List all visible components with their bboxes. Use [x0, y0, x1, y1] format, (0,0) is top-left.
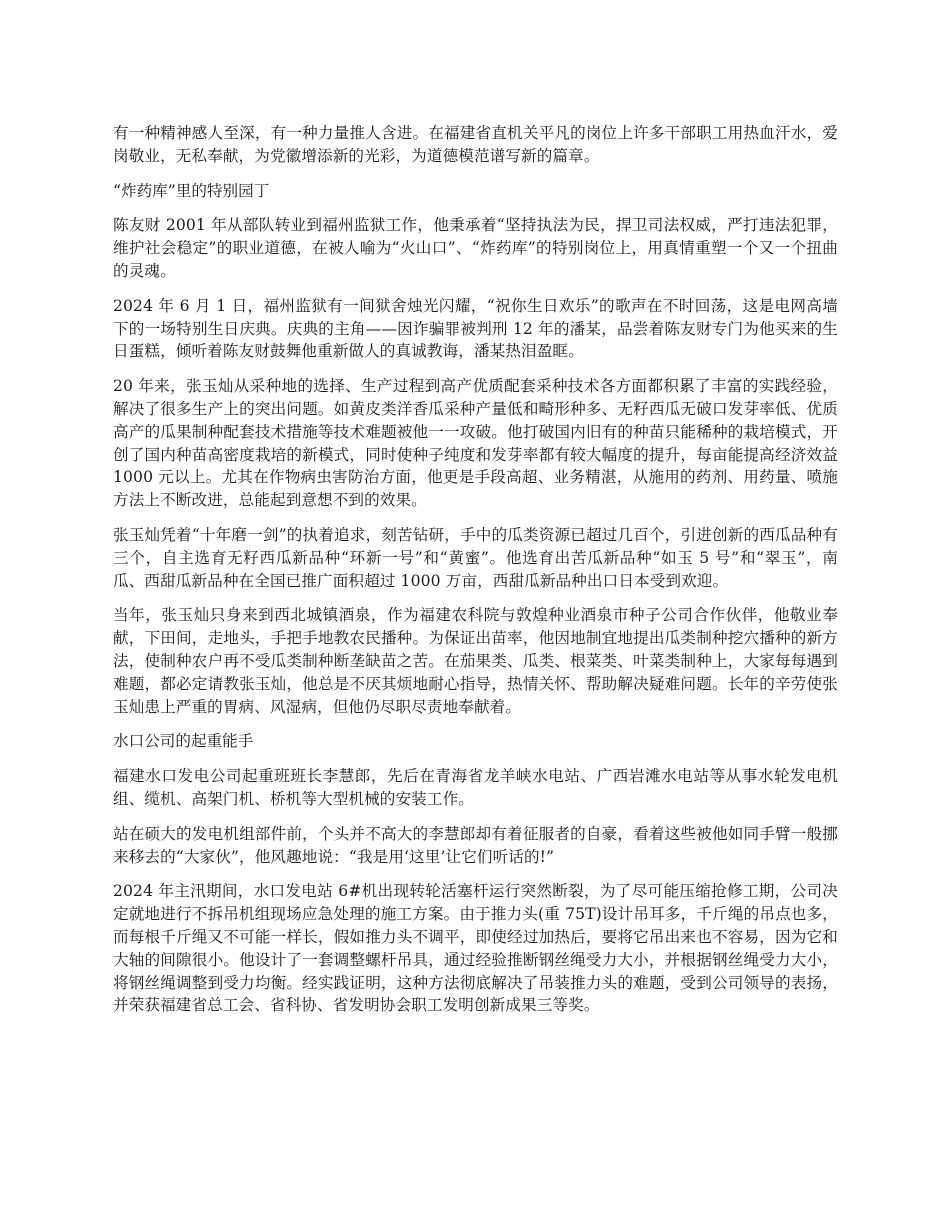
- paragraph-chen-youcai-career: 陈友财 2001 年从部队转业到福州监狱工作，他秉承着“坚持执法为民，捍卫司法权威，严打违法犯罪，维护社会稳定”的职业道德，在被人喻为“火山口”、“炸药库”的特别岗位上，用真情重塑一个又一个扭曲的灵魂。: [113, 216, 838, 280]
- paragraph-li-huilang-intro: 福建水口发电公司起重班班长李慧郎，先后在青海省龙羊峡水电站、广西岩滩水电站等从事水轮发电机组、缆机、高架门机、桥机等大型机械的安装工作。: [113, 767, 838, 808]
- intro-paragraph: 有一种精神感人至深，有一种力量推人含进。在福建省直机关平凡的岗位上许多干部职工用热血汗水，爱岗敬业，无私奉献，为党徽增添新的光彩，为道德模范谱写新的篇章。: [113, 124, 838, 165]
- paragraph-melon-varieties: 张玉灿凭着“十年磨一剑”的执着追求，刻苦钻研，手中的瓜类资源已超过几百个，引进创新的西瓜品种有三个，自主选育无籽西瓜新品种“环新一号”和“黄蜜”。他选育出苦瓜新品种“如玉 5 号”和“翠玉”，南瓜、西甜瓜新品种在全国已推广面积超过 1000 万亩，西甜瓜新品种出口日本受到欢迎。: [113, 525, 838, 590]
- section-heading-lifting-expert: 水口公司的起重能手: [113, 732, 254, 751]
- section-heading-special-gardener: “炸药库”里的特别园丁: [113, 181, 270, 200]
- paragraph-repair-story: 2024 年主汛期间，水口发电站 6#机出现转轮活塞杆运行突然断裂，为了尽可能压缩抢修工期，公司决定就地进行不拆吊机组现场应急处理的施工方案。由于推力头(重 75T)设计吊耳多，千斤绳的吊点也多，而每根千斤绳又不可能一样长，假如推力头不调平，即使经过加热后，要将它吊出来也不容易，因为它和大轴的间隙很小。他设计了一套调整螺杆吊具，通过经验推断钢丝绳受力大小，并根据钢丝绳受力大小，将钢丝绳调整到受力均衡。经实践证明，这种方法彻底解决了吊装推力头的难题，受到公司领导的表扬，并荣获福建省总工会、省科协、省发明协会职工发明创新成果三等奖。: [113, 882, 838, 1015]
- paragraph-jiuquan-work: 当年，张玉灿只身来到西北城镇酒泉，作为福建农科院与敦煌种业酒泉市种子公司合作伙伴，他敬业奉献，下田间，走地头，手把手地教农民播种。为保证出苗率，他因地制宜地提出瓜类制种挖穴播种的新方法，使制种农户再不受瓜类制种断垄缺苗之苦。在茄果类、瓜类、根菜类、叶菜类制种上，大家每每遇到难题，都必定请教张玉灿，他总是不厌其烦地耐心指导，热情关怀、帮助解决疑难问题。长年的辛劳使张玉灿患上严重的胃病、风湿病，但他仍尽职尽责地奉献着。: [113, 606, 838, 716]
- paragraph-birthday-celebration: 2024 年 6 月 1 日，福州监狱有一间狱舍烛光闪耀，“祝你生日欢乐”的歌声在不时回荡，这是电网高墙下的一场特别生日庆典。庆典的主角——因诈骗罪被判刑 12 年的潘某，品尝着陈友财专门为他买来的生日蛋糕，倾听着陈友财鼓舞他重新做人的真诚教诲，潘某热泪盈眶。: [113, 296, 838, 361]
- paragraph-li-huilang-quote: 站在硕大的发电机组部件前，个头并不高大的李慧郎却有着征服者的自豪，看着这些被他如同手臂一般挪来移去的“大家伙”，他风趣地说：“我是用‘这里’让它们听话的!”: [113, 824, 838, 866]
- paragraph-zhang-yucan-experience: 20 年来，张玉灿从采种地的选择、生产过程到高产优质配套采种技术各方面都积累了丰富的实践经验，解决了很多生产上的突出问题。如黄皮类洋香瓜采种产量低和畸形种多、无籽西瓜无破口发芽率低、优质高产的瓜果制种配套技术措施等技术难题被他一一攻破。他打破国内旧有的种苗只能稀种的栽培模式，开创了国内种苗高密度栽培的新模式，同时使种子纯度和发芽率都有较大幅度的提升，每亩能提高经济效益 1000 元以上。尤其在作物病虫害防治方面，他更是手段高超、业务精湛，从施用的药剂、用药量、喷施方法上不断改进，总能起到意想不到的效果。: [113, 377, 838, 510]
